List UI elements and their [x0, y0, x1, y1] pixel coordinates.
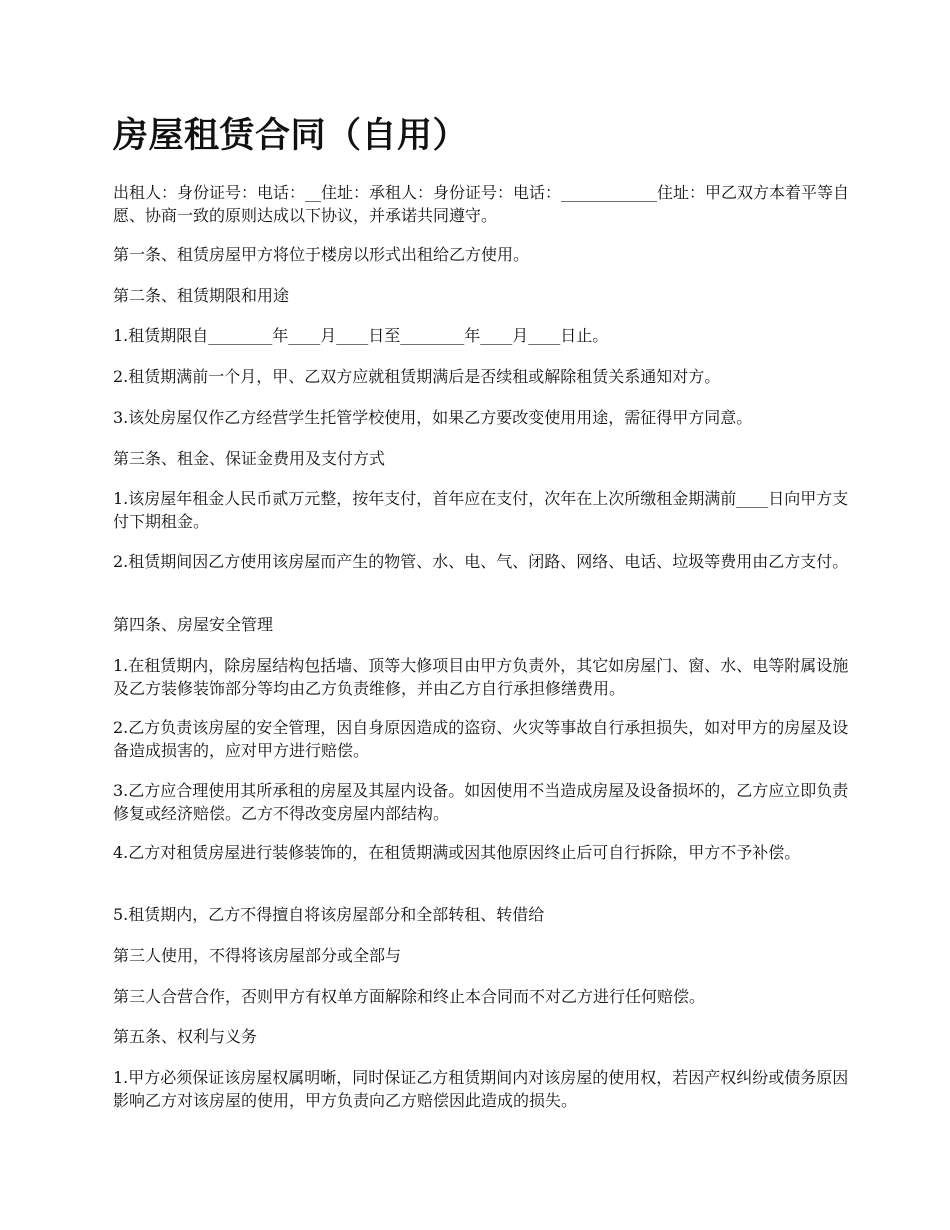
article-2-heading: 第二条、租赁期限和用途	[113, 286, 290, 305]
document-title: 房屋租赁合同（自用）	[113, 115, 469, 156]
article-5-heading: 第五条、权利与义务	[113, 1027, 258, 1046]
article-2-clause-2: 2.租赁期满前一个月，甲、乙双方应就租赁期满后是否续租或解除租赁关系通知对方。	[113, 367, 721, 386]
article-4-clause-1: 1.在租赁期内，除房屋结构包括墙、顶等大修项目由甲方负责外，其它如房屋门、窗、水、电等附属设施及乙方装修装饰部分等均由乙方负责维修，并由乙方自行承担修缮费用。	[113, 656, 849, 698]
article-2-clause-3: 3.该处房屋仅作乙方经营学生托管学校使用，如果乙方要改变使用用途，需征得甲方同意。	[113, 408, 753, 427]
article-4-clause-5-continued: 第三人使用，不得将该房屋部分或全部与	[113, 946, 402, 965]
article-4-clause-2: 2.乙方负责该房屋的安全管理，因自身原因造成的盗窃、火灾等事故自行承担损失，如对甲方的房屋及设备造成损害的，应对甲方进行赔偿。	[113, 718, 849, 760]
intro-paragraph: 出租人：身份证号：电话：__住址：承租人：身份证号：电话：____________住址：甲乙双方本着平等自愿、协商一致的原则达成以下协议，并承诺共同遵守。	[113, 183, 850, 225]
article-3-clause-2: 2.租赁期间因乙方使用该房屋而产生的物管、水、电、气、闭路、网络、电话、垃圾等费用由乙方支付。	[113, 552, 849, 571]
article-5-clause-1: 1.甲方必须保证该房屋权属明晰，同时保证乙方租赁期间内对该房屋的使用权，若因产权纠纷或债务原因影响乙方对该房屋的使用，甲方负责向乙方赔偿因此造成的损失。	[113, 1068, 849, 1110]
article-4-heading: 第四条、房屋安全管理	[113, 615, 274, 634]
article-3-heading: 第三条、租金、保证金费用及支付方式	[113, 449, 386, 468]
article-4-clause-3: 3.乙方应合理使用其所承租的房屋及其屋内设备。如因使用不当造成房屋及设备损坏的，乙方应立即负责修复或经济赔偿。乙方不得改变房屋内部结构。	[113, 781, 849, 823]
article-4-clause-5: 5.租赁期内，乙方不得擅自将该房屋部分和全部转租、转借给	[113, 905, 545, 924]
article-1-paragraph: 第一条、租赁房屋甲方将位于楼房以形式出租给乙方使用。	[113, 245, 530, 264]
article-4-clause-4: 4.乙方对租赁房屋进行装修装饰的，在租赁期满或因其他原因终止后可自行拆除，甲方不予补偿。	[113, 843, 801, 862]
article-2-clause-1: 1.租赁期限自________年____月____日至________年____月____日止。	[113, 326, 609, 345]
article-4-clause-5-conclusion: 第三人合营合作，否则甲方有权单方面解除和终止本合同而不对乙方进行任何赔偿。	[113, 987, 706, 1006]
article-3-clause-1: 1.该房屋年租金人民币贰万元整，按年支付，首年应在支付，次年在上次所缴租金期满前____日向甲方支付下期租金。	[113, 489, 849, 531]
